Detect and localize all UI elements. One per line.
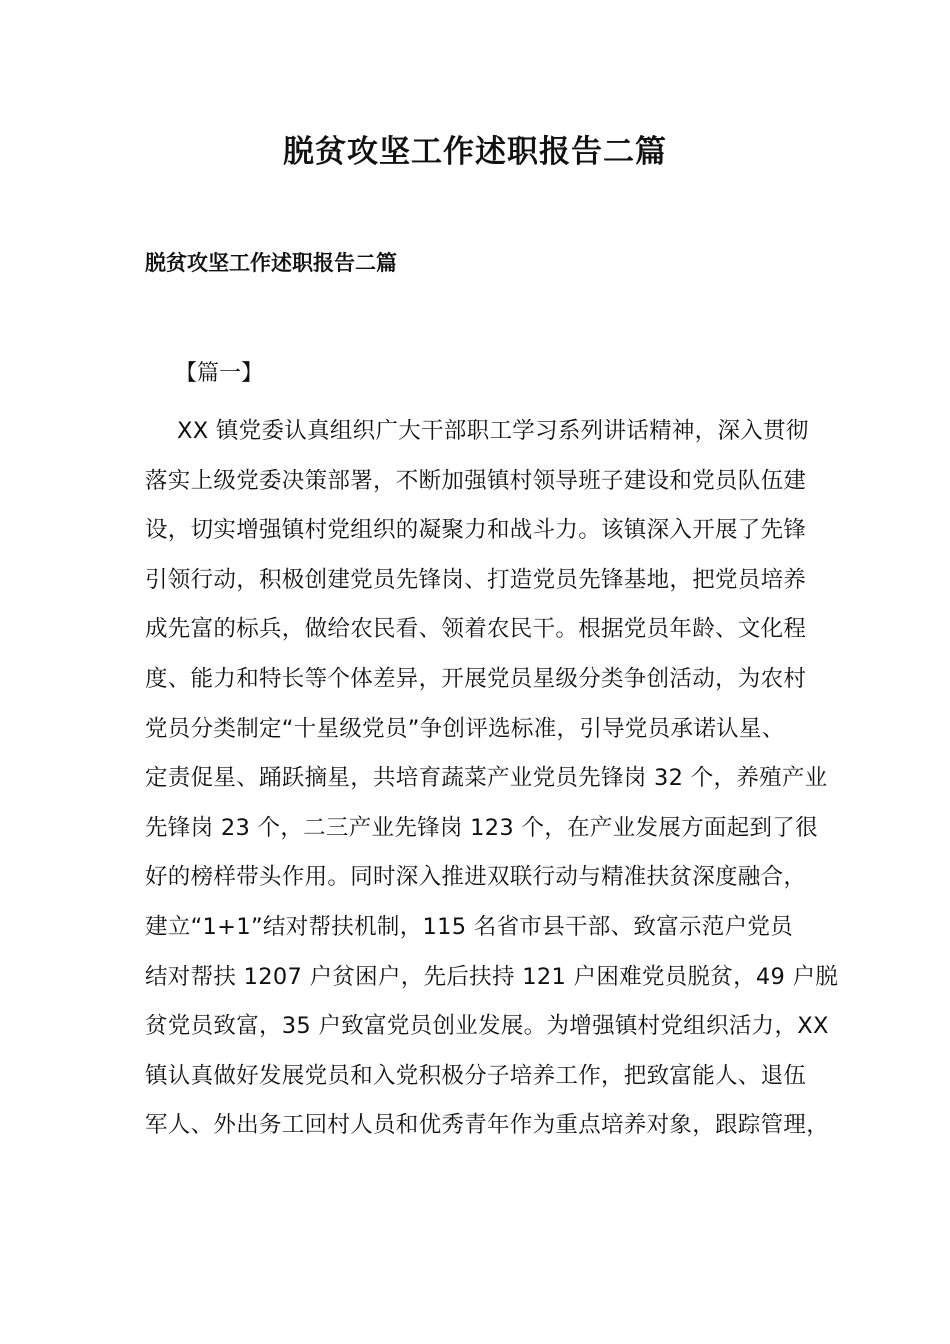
document-title: 脱贫攻坚工作述职报告二篇 <box>283 134 667 170</box>
paragraph-line: 引领行动，积极创建党员先锋岗、打造党员先锋基地，把党员培养 <box>145 566 807 593</box>
paragraph-line: 设，切实增强镇村党组织的凝聚力和战斗力。该镇深入开展了先锋 <box>145 517 807 544</box>
paragraph-line: 军人、外出务工回村人员和优秀青年作为重点培养对象，跟踪管理， <box>145 1112 830 1139</box>
paragraph-line: 先锋岗 23 个，二三产业先锋岗 123 个，在产业发展方面起到了很 <box>145 814 818 841</box>
body-paragraph <box>145 407 839 1151</box>
paragraph-line: XX 镇党委认真组织广大干部职工学习系列讲话精神，深入贯彻 <box>177 418 809 444</box>
document-subtitle: 脱贫攻坚工作述职报告二篇 <box>145 251 397 275</box>
paragraph-line: 贫党员致富，35 户致富党员创业发展。为增强镇村党组织活力，XX <box>145 1013 829 1040</box>
paragraph-line: 建立“1+1”结对帮扶机制，115 名省市县干部、致富示范户党员 <box>145 913 793 940</box>
paragraph-line: 镇认真做好发展党员和入党积极分子培养工作，把致富能人、退伍 <box>145 1062 807 1089</box>
paragraph-line: 成先富的标兵，做给农民看、领着农民干。根据党员年龄、文化程 <box>145 616 807 643</box>
section-label: 【篇一】 <box>175 361 264 386</box>
paragraph-line: 落实上级党委决策部署，不断加强镇村领导班子建设和党员队伍建 <box>145 467 807 494</box>
paragraph-line: 结对帮扶 1207 户贫困户，先后扶持 121 户困难党员脱贫，49 户脱 <box>145 963 839 990</box>
paragraph-line: 党员分类制定“十星级党员”争创评选标准，引导党员承诺认星、 <box>145 715 785 742</box>
paragraph-line: 好的榜样带头作用。同时深入推进双联行动与精准扶贫深度融合， <box>145 864 807 891</box>
paragraph-line: 度、能力和特长等个体差异，开展党员星级分类争创活动，为农村 <box>145 665 807 692</box>
paragraph-line: 定责促星、踊跃摘星，共培育蔬菜产业党员先锋岗 32 个，养殖产业 <box>145 765 828 792</box>
